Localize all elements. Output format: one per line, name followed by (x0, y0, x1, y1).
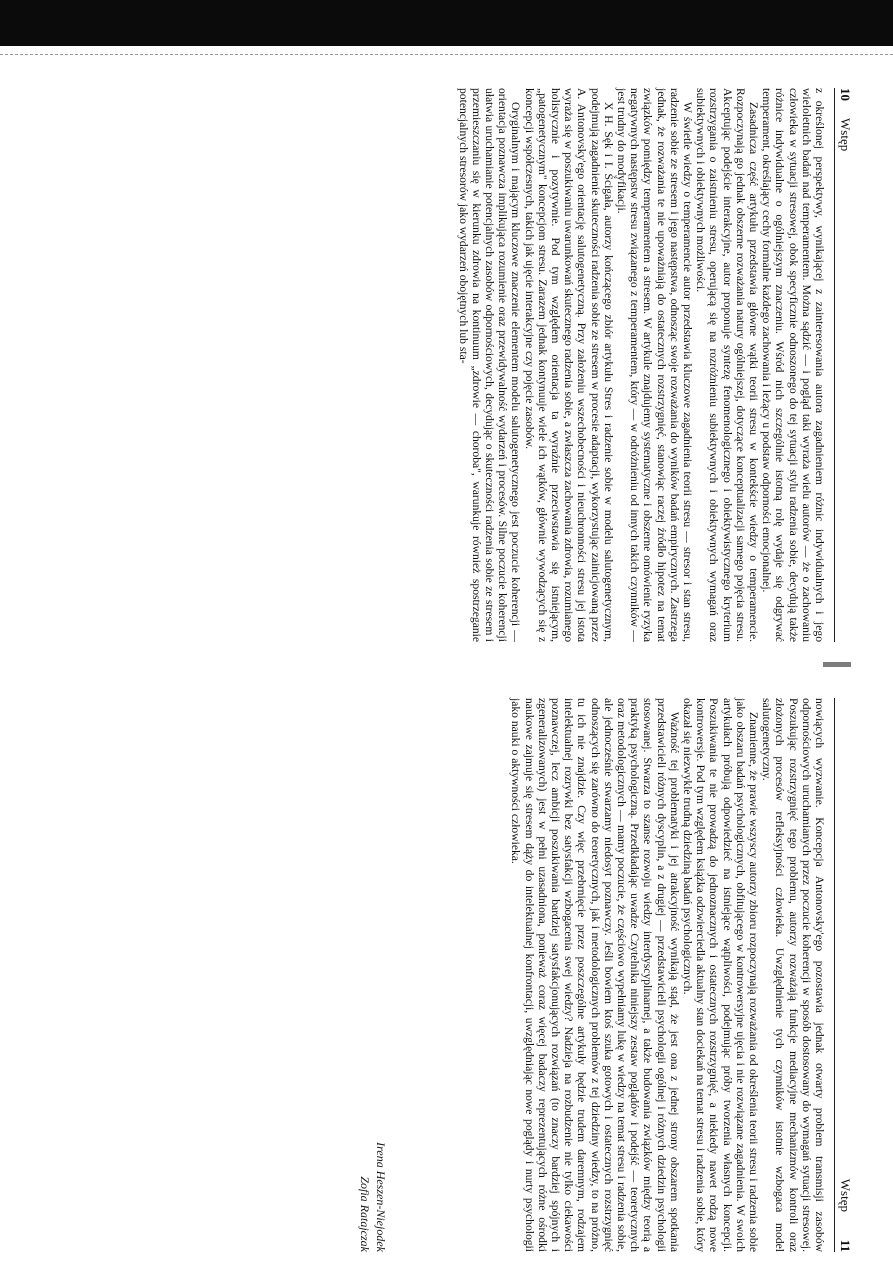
page-number: 10 (838, 88, 853, 101)
scan-edge-line (0, 46, 893, 55)
paragraph: nowiących wyzwanie. Koncepcja Antonovsky'ego pozostawia jednak otwarty problem transmisji zasobów odpornościowych uruchamianych przez poczucie koherencji w sposób dostosowany do wymagań sytuacji stresowej. Poszukując rozstrzygnięć tego problemu, autorzy rozważają funkcje mediacyjne mechanizmów kontroli oraz złożonych procesów refleksyjności człowieka. Uwzględnienie tych czynników istotnie wzbogaca model salutogenetyczny. (760, 698, 826, 1252)
paragraph: z określonej perspektywy, wynikającej z zainteresowania autora zagadnieniem różnic indywidualnych i jego wieloletnich badań nad temperamentem. Można sądzić — i pogląd taki wyraża wielu autorów — że o zachowaniu człowieka w sytuacji stresowej, obok specyficznie odnoszonego do tej sytuacji stylu radzenia sobie, decydują także różnice indywidualne o ogólniejszym znaczeniu. Wśród nich szczególnie istotną rolę wydaje się odgrywać temperament, określający cechy formalne każdego zachowania i leżący u podstaw odporności emocjonalnej. (760, 88, 826, 642)
right-page-body (509, 698, 826, 1252)
book-spread (0, 60, 893, 1260)
paragraph: Oryginalnym i mającym kluczowe znaczenie elementem modelu salutogenetycznego jest poczucie koherencji — orientacja poznawcza implikująca rozumienie oraz przewidywalność wydarzeń i procesów. Silne poczucie koherencji ułatwia uruchamianie potencjalnych zasobów odpornościowych, decydując o skuteczności radzenia sobie ze stresem i przemieszczaniu się w kierunku zdrowia na kontinuum „zdrowie — choroba", warunkuje również spostrzeganie potencjalnych stresorów jako wydarzeń obojętnych lub sta- (456, 88, 523, 642)
left-page-header (834, 88, 853, 642)
signature-name: Irena Heszen-Niejodek (374, 1142, 389, 1252)
signatures (357, 698, 389, 1252)
running-title: Wstęp (838, 1178, 853, 1212)
page-number: 11 (838, 1239, 853, 1252)
signature-name: Zofia Ratajczak (358, 1176, 373, 1252)
paragraph: Znamienne, że prawie wszyscy autorzy zbioru rozpoczynają rozważania od określenia teorii stresu i radzenia sobie jako obszaru badań psychologicznych, obfitującego w kontrowersyjne ujęcia i nie rozwiązane zagadnienia. W swoich artykułach próbują odpowiedzieć na istniejące wątpliwości, podejmując próby tworzenia własnych koncepcji. Poszukiwania te nie prowadzą do jednoznacznych i ostatecznych rozstrzygnięć, a niekiedy nawet rodzą nowe kontrowersje. Pod tym względem książka odzwierciedla aktualny stan dociekań na temat stresu i radzenia sobie, który okazał się niezwykle trudną dziedziną badań psychologicznych. (680, 698, 760, 1252)
right-page (0, 680, 893, 1260)
scanned-spread-area (0, 60, 893, 1260)
scan-top-bar (0, 0, 893, 46)
paragraph: W świetle wiedzy o temperamencie autor przedstawia kluczowe zagadnienia teorii stresu — stresor i stan stresu, radzenie sobie ze stresem i jego następstwa, odnosząc swoje rozważania do wyników badań empirycznych. Zastrzega jednak, że rozważania te nie upoważniają do ostatecznych rozstrzygnięć, stanowiąc raczej źródło hipotez na temat związków pomiędzy temperamentem a stresem. W artykule znajdujemy systematyczne i obszerne omówienie ryzyka negatywnych następstw stresu związanego z temperamentem, który — w odróżnieniu od innych takich czynników — jest trudny do modyfikacji. (614, 88, 694, 642)
running-title: Wstęp (838, 118, 853, 152)
paragraph: Zasadnicza część artykułu przedstawia główne wątki teorii stresu w kontekście wiedzy o temperamencie. Rozpoczynają go jednak obszerne rozważania natury ogólniejszej, dotyczące konceptualizacji samego pojęcia stresu. Akceptując podejście interakcyjne, autor proponuje syntezę fenomenologicznego i obiektywistycznego kryterium rozstrzygania o zaistnieniu stresu, operującą się na rozróżnieniu subiektywnych i obiektywnych wymagań oraz subiektywnych i obiektywnych możliwości. (694, 88, 760, 642)
gutter (0, 660, 893, 661)
paragraph: X H. Sęk i I. Ścigała, autorzy kończącego zbiór artykułu Stres i radzenie sobie w modelu salutogenetycznym, podejmują zagadnienie skuteczności radzenia sobie ze stresem w procesie adaptacji, wykorzystując zainicjowaną przez A. Antonovsky'ego orientację salutogenetyczną. Przy założeniu wszechobecności i nieuchronności stresu jej istota wyraża się w poszukiwaniu uwarunkowań skutecznego radzenia sobie, a zwłaszcza zachowania zdrowia, rozumianego holistycznie i pozytywnie. Pod tym względem orientacja ta wyraźnie przeciwstawia się istniejącym, „patogenetycznym" koncepcjom stresu. Zarazem jednak kontynuuje wiele ich wątków, głównie wywodzących się z koncepcji współczesnych, takich jak ujęcie interakcyjne czy pojęcie zasobów. (522, 88, 615, 642)
left-page (0, 70, 893, 660)
right-page-header (834, 698, 853, 1252)
left-page-body (456, 88, 826, 642)
paragraph: Ważność tej problematyki i jej atrakcyjność wynikają stąd, że jest ona z jednej strony obszarem spotkania przedstawicieli różnych dyscyplin, a z drugiej — przedstawicieli psychologii ogólnej i różnych dziedzin psychologii stosowanej. Stwarza to szanse rozwoju wiedzy interdyscyplinarnej, a także budowania związków między teorią a praktyką psychologiczną. Przedkładając uwadze Czytelnika niniejszy zestaw poglądów i podejść — teoretycznych oraz metodologicznych — mamy poczucie, że częściowo wypełniamy lukę w wiedzy na temat stresu i radzenia sobie, ale jednocześnie stwarzamy niedosyt poznawczy. Jeśli bowiem ktoś szuka gotowych i ostatecznych rozstrzygnięć odnoszących się zarówno do teoretycznych, jak i metodologicznych problemów z tej dziedziny wiedzy, to na próżno, tu ich nie znajdzie. Czy więc przebrnięcie przez poszczególne artykuły będzie trudem daremnym, rodzajem intelektualnej rozrywki bez satysfakcji wzbogacenia swej wiedzy? Nadzieja na rozbudzenie nie tylko ciekawości poznawczej, lecz ambicji poszukiwania bardziej satysfakcjonujących rozwiązań (to znaczy bardziej spójnych i zgeneralizowanych) jest w pełni uzasadniona, ponieważ coraz więcej badaczy reprezentujących różne ośrodki naukowe zajmuje się stresem dąży do intelektualnej konfrontacji, uwzględniając nowe poglądy i nurty psychologii jako nauki o aktywności człowieka. (509, 698, 681, 1252)
